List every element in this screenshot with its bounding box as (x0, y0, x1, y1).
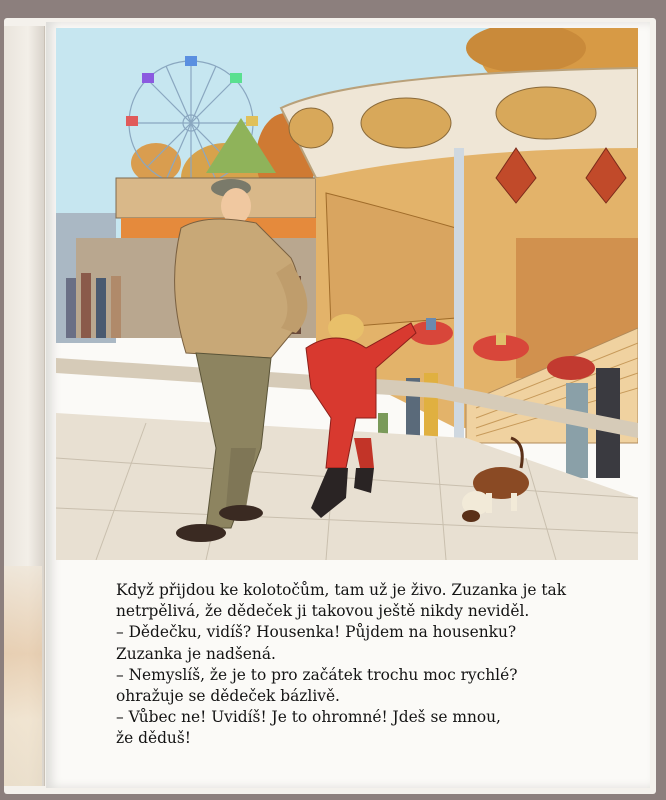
story-line: – Dědečku, vidíš? Housenka! Půjdem na housenku? (116, 623, 517, 642)
fairground-illustration (56, 28, 638, 560)
previous-page-edge (4, 26, 45, 786)
story-line: ohražuje se dědeček bázlivě. (116, 687, 340, 706)
story-text (116, 580, 616, 750)
story-line: netrpělivá, že dědeček ji takovou ještě nikdy neviděl. (116, 602, 530, 621)
story-line: Když přijdou ke kolotočům, tam už je živo. Zuzanka je tak (116, 581, 567, 599)
story-line: – Nemyslíš, že je to pro začátek trochu moc rychlé? (116, 665, 518, 684)
story-line: – Vůbec ne! Uvidíš! Je to ohromné! Jdeš se mnou, (116, 708, 501, 727)
story-line: Zuzanka je nadšená. (116, 644, 276, 663)
previous-page-illustration-peek (4, 566, 42, 786)
story-line: že děduš! (116, 729, 191, 748)
